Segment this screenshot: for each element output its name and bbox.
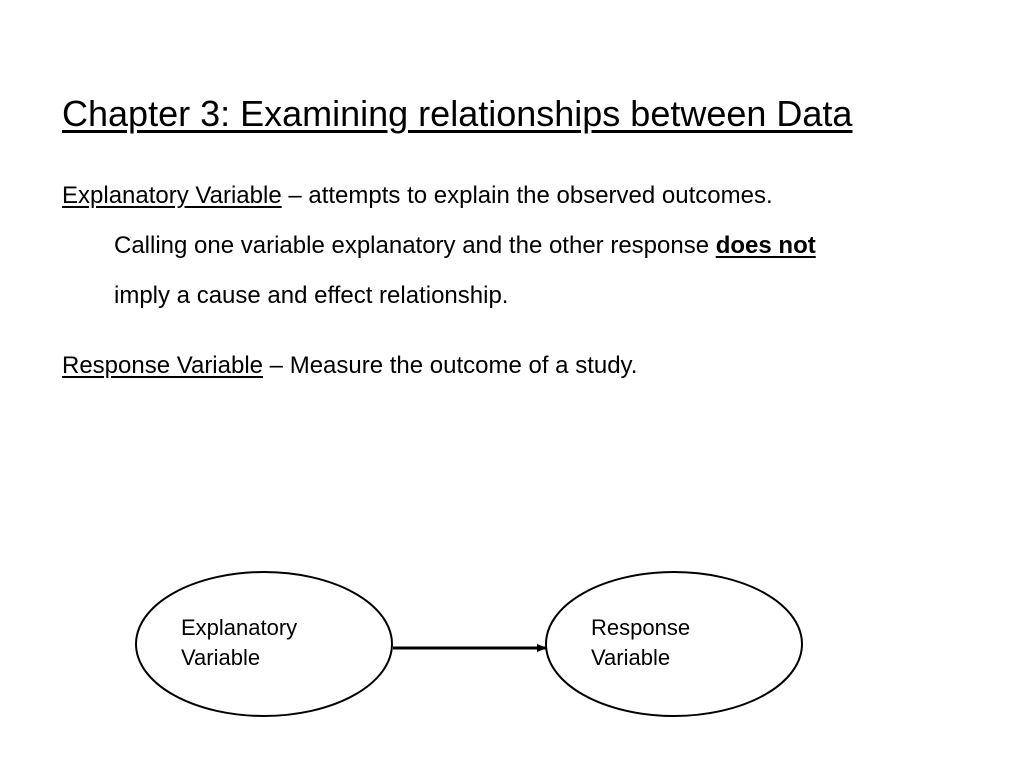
response-variable-definition: – Measure the outcome of a study. <box>263 352 638 379</box>
explanatory-variable-term: Explanatory Variable <box>62 182 282 209</box>
explanatory-node-label-line-2: Variable <box>181 645 261 670</box>
does-not-emphasis: does not <box>715 232 816 259</box>
causation-note-line-2: imply a cause and effect relationship. <box>114 282 509 309</box>
explanatory-node-label <box>181 613 297 673</box>
slide-title: Chapter 3: Examining relationships between Data <box>62 93 853 134</box>
explanatory-variable-definition: – attempts to explain the observed outcomes. <box>281 182 773 209</box>
response-node-label-line-1: Response <box>591 615 691 640</box>
explanatory-node-label-line-1: Explanatory <box>181 615 298 640</box>
response-variable-term: Response Variable <box>62 352 264 379</box>
response-node-label-line-2: Variable <box>591 645 671 670</box>
causation-note-text: Calling one variable explanatory and the other response <box>114 232 716 259</box>
response-node-label <box>591 613 690 673</box>
